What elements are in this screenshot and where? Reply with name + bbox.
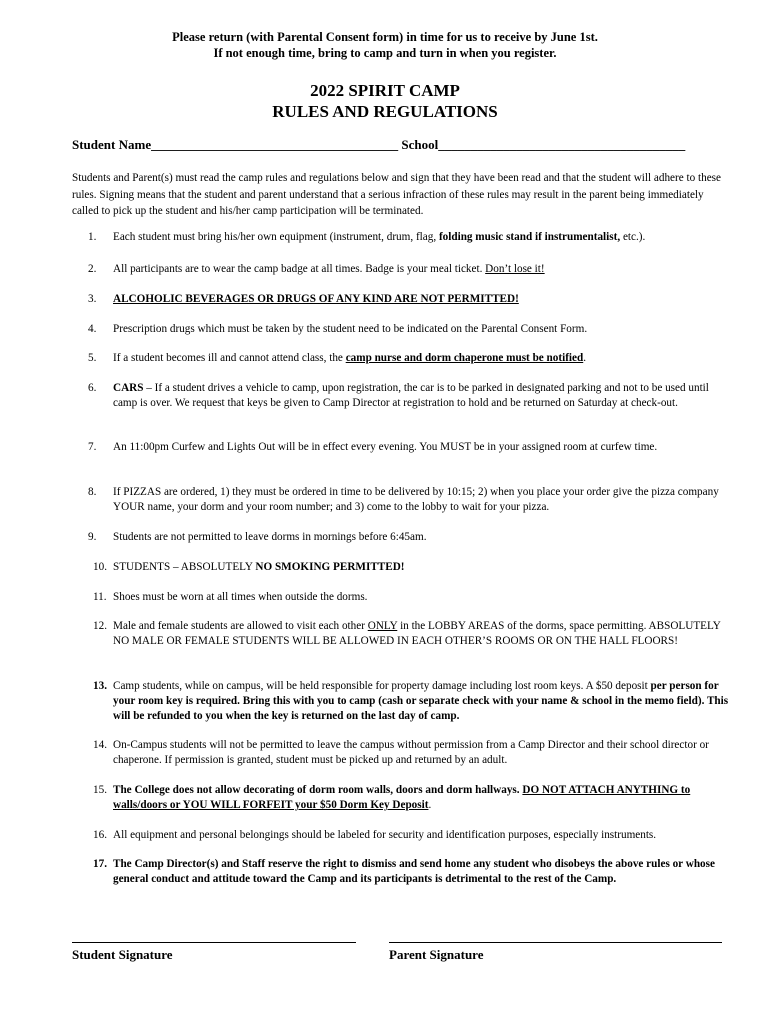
document-title: 2022 SPIRIT CAMP bbox=[310, 81, 460, 100]
rule-text: All equipment and personal belongings should be labeled for security and identification purposes, especially instruments. bbox=[113, 829, 657, 841]
rule-text: If a student becomes ill and cannot attend class, the camp nurse and dorm chaperone must be notified. bbox=[113, 352, 587, 364]
rule-number: 9. bbox=[88, 531, 97, 543]
rule-text: An 11:00pm Curfew and Lights Out will be in effect every evening. You MUST be in your assigned room at curfew time. bbox=[113, 441, 658, 453]
rule-text: Male and female students are allowed to visit each other ONLY in the LOBBY AREAS of the dorms, space permitting. ABSOLUTELY NO MALE OR FEMALE STUDENTS WILL BE ALLOWED IN EACH OTHER’S ROOMS OR ON THE HALL FLOORS! bbox=[113, 620, 721, 648]
rule-text: The College does not allow decorating of dorm room walls, doors and dorm hallways. DO NOT ATTACH ANYTHING to walls/doors or YOU WILL FORFEIT your $50 Dorm Key Deposit. bbox=[113, 784, 691, 812]
rule-text: Shoes must be worn at all times when outside the dorms. bbox=[113, 591, 368, 603]
rule-number: 12. bbox=[93, 620, 107, 632]
rule-text: If PIZZAS are ordered, 1) they must be ordered in time to be delivered by 10:15; 2) when you place your order give the pizza company YOUR name, your dorm and your room number; and 3) come to the lobby to wait for your pizza. bbox=[113, 486, 719, 514]
rule-number: 8. bbox=[88, 486, 97, 498]
student-name-field[interactable]: ______________________________________ bbox=[151, 137, 399, 152]
school-label: School bbox=[401, 137, 439, 152]
rule-number: 4. bbox=[88, 323, 97, 335]
rule-number: 14. bbox=[93, 739, 107, 751]
rule-number: 1. bbox=[88, 231, 97, 243]
student-info-fields bbox=[72, 137, 685, 153]
student-signature-line[interactable] bbox=[72, 942, 356, 943]
rule-text: Each student must bring his/her own equipment (instrument, drum, flag, folding music stand if instrumentalist, etc.). bbox=[113, 231, 646, 243]
rule-number: 10. bbox=[93, 561, 107, 573]
rule-number: 15. bbox=[93, 784, 107, 796]
rule-number: 16. bbox=[93, 829, 107, 841]
rule-text: Students are not permitted to leave dorms in mornings before 6:45am. bbox=[113, 531, 427, 543]
parent-signature-line[interactable] bbox=[389, 942, 722, 943]
intro-paragraph: Students and Parent(s) must read the camp rules and regulations below and sign that they have been read and that the student will adhere to these rules. Signing means that the student and parent understand that a serious infraction of these rules may result in the parent being immediately called to pick up the student and his/her camp participation will be terminated. bbox=[72, 172, 721, 217]
rule-text: The Camp Director(s) and Staff reserve the right to dismiss and send home any student who disobeys the above rules or whose general conduct and attitude toward the Camp and its participants is detrimental to the rest of the Camp. bbox=[113, 858, 715, 886]
rule-number: 3. bbox=[88, 293, 97, 305]
return-notice-line-2: If not enough time, bring to camp and turn in when you register. bbox=[213, 46, 557, 60]
rule-text: On-Campus students will not be permitted to leave the campus without permission from a Camp Director and their school director or chaperone. If permission is granted, student must be picked up and returned by an adult. bbox=[113, 739, 709, 767]
parent-signature-label: Parent Signature bbox=[389, 947, 484, 962]
rule-number: 7. bbox=[88, 441, 97, 453]
document-subtitle: RULES AND REGULATIONS bbox=[272, 102, 498, 121]
student-signature-label: Student Signature bbox=[72, 947, 173, 962]
rule-text: All participants are to wear the camp badge at all times. Badge is your meal ticket. Don’t lose it! bbox=[113, 263, 545, 275]
rule-text: STUDENTS – ABSOLUTELY NO SMOKING PERMITTED! bbox=[113, 561, 405, 573]
rule-text: CARS – If a student drives a vehicle to camp, upon registration, the car is to be parked in designated parking and not to be used until camp is over. We request that keys be given to Camp Director at registration to hold and be returned on Saturday at check-out. bbox=[113, 382, 709, 410]
rule-number: 13. bbox=[93, 680, 107, 692]
rule-number: 2. bbox=[88, 263, 97, 275]
student-name-label: Student Name bbox=[72, 137, 152, 152]
rule-number: 11. bbox=[93, 591, 107, 603]
rule-text: Camp students, while on campus, will be held responsible for property damage including lost room keys. A $50 deposit per person for your room key is required. Bring this with you to camp (cash or separate check with your name & school in the memo field). This will be refunded to you when the key is returned on the last day of camp. bbox=[113, 680, 729, 723]
rule-number: 5. bbox=[88, 352, 97, 364]
school-field[interactable]: ______________________________________ bbox=[438, 137, 686, 152]
return-notice-line-1: Please return (with Parental Consent form) in time for us to receive by June 1st. bbox=[172, 30, 598, 44]
rule-number: 6. bbox=[88, 382, 97, 394]
rule-number: 17. bbox=[93, 858, 107, 870]
rule-text: ALCOHOLIC BEVERAGES OR DRUGS OF ANY KIND ARE NOT PERMITTED! bbox=[113, 293, 519, 305]
rule-text: Prescription drugs which must be taken by the student need to be indicated on the Parental Consent Form. bbox=[113, 323, 588, 335]
